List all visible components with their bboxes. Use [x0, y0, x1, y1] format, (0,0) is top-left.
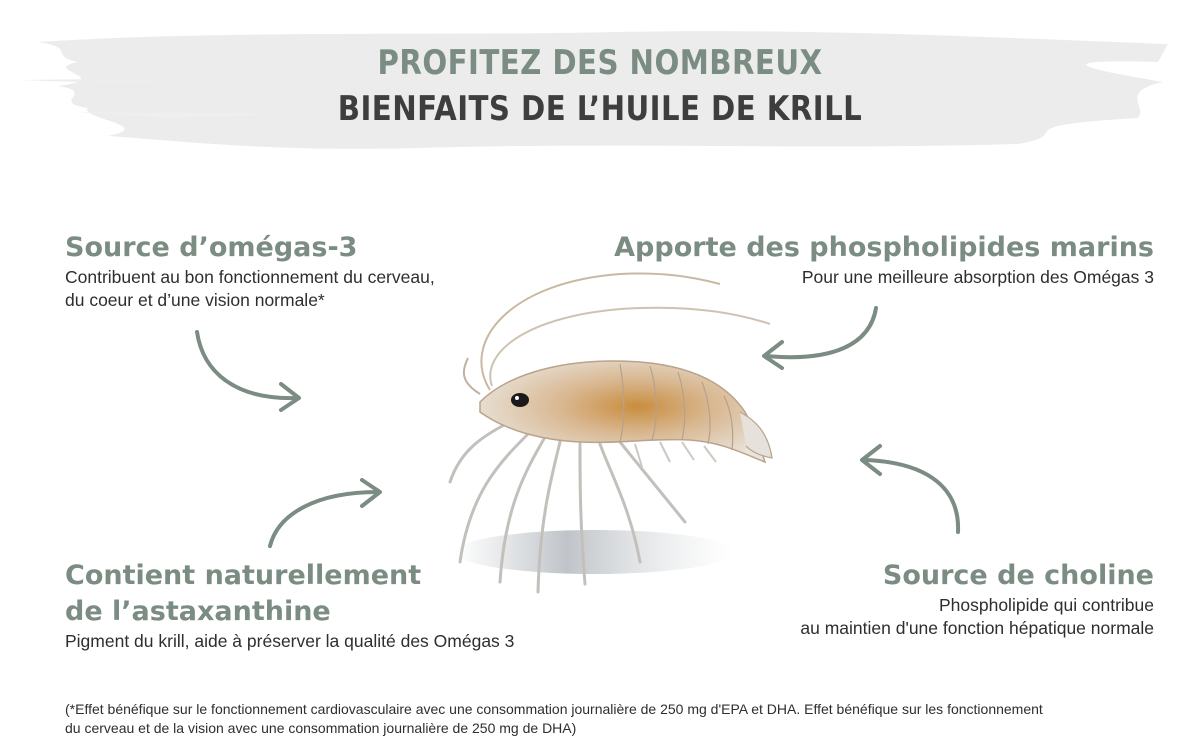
- benefit-choline-desc-2: au maintien d'une fonction hépatique normale: [800, 618, 1154, 638]
- page-title: [0, 40, 1200, 132]
- benefit-omega3-desc-1: Contribuent au bon fonctionnement du cerveau,: [65, 267, 435, 287]
- footnote-line-2: du cerveau et de la vision avec une consommation journalière de 250 mg de DHA): [65, 720, 577, 736]
- curved-arrow-icon: [752, 300, 887, 380]
- footnote-line-1: (*Effet bénéfique sur le fonctionnement cardiovasculaire avec une consommation journalière de 250 mg d'EPA et DHA. Effet bénéfique sur les fonctionnement: [65, 701, 1043, 717]
- curved-arrow-icon: [185, 322, 315, 417]
- krill-illustration: [420, 262, 800, 602]
- benefit-choline: [800, 558, 1154, 640]
- curved-arrow-icon: [258, 478, 393, 553]
- title-line-2: BIENFAITS DE L’HUILE DE KRILL: [337, 89, 863, 129]
- benefit-astaxanthin-title-1: Contient naturellement: [65, 560, 422, 591]
- benefit-omega3: [65, 230, 435, 312]
- title-line-1: PROFITEZ DES NOMBREUX: [377, 43, 823, 83]
- benefit-choline-title: Source de choline: [882, 560, 1154, 591]
- curved-arrow-icon: [850, 440, 970, 540]
- benefit-astaxanthin: [65, 558, 514, 653]
- benefit-phospholipids: [614, 230, 1154, 289]
- benefit-phospholipids-desc-1: Pour une meilleure absorption des Omégas 3: [801, 267, 1154, 287]
- benefit-choline-desc-1: Phospholipide qui contribue: [938, 595, 1154, 615]
- benefit-omega3-desc-2: du coeur et d’une vision normale*: [65, 290, 325, 310]
- benefit-astaxanthin-title-2: de l’astaxanthine: [65, 596, 331, 627]
- footnote: [65, 700, 1165, 738]
- benefit-astaxanthin-desc-1: Pigment du krill, aide à préserver la qualité des Omégas 3: [65, 631, 515, 651]
- benefit-phospholipids-title: Apporte des phospholipides marins: [614, 232, 1154, 263]
- benefit-omega3-title: Source d’omégas-3: [65, 232, 358, 263]
